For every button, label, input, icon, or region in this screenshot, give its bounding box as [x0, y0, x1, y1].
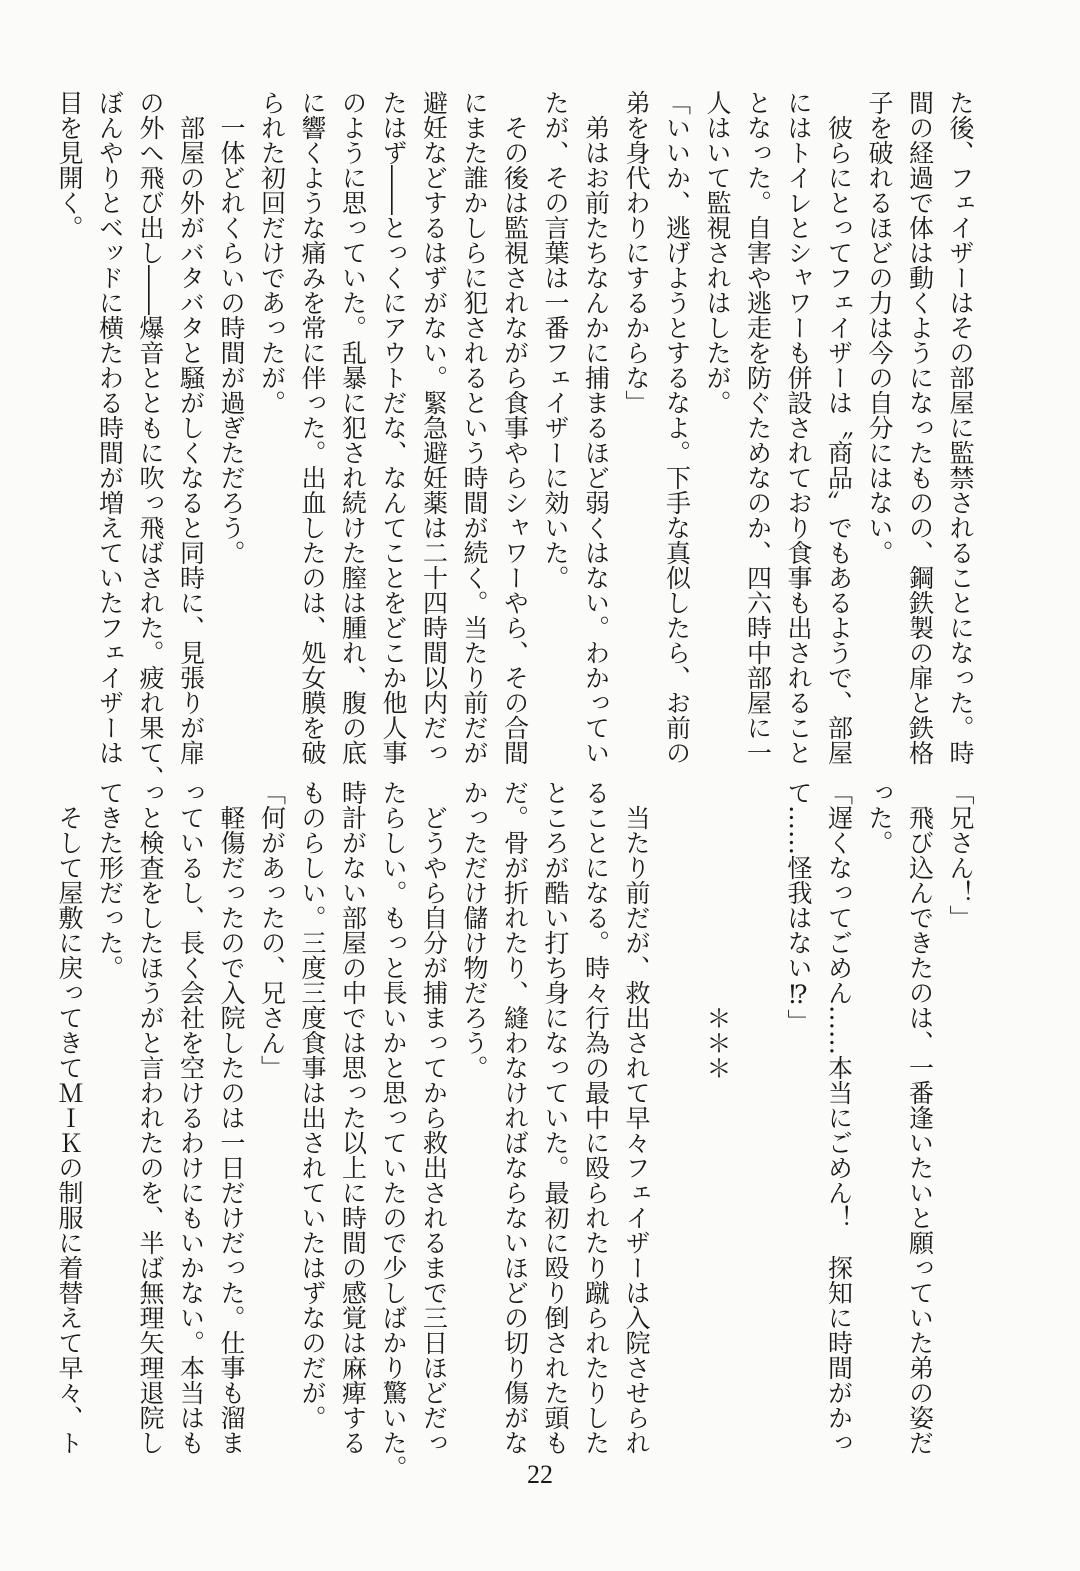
text-column: のように思っていた。乱暴に犯され続けた膣は腫れ、腹の底 — [338, 90, 368, 765]
text-column: て……怪我はない⁉」 — [784, 780, 813, 1034]
text-column: 弟はお前たちなんかに捕まるほど弱くはない。わかってい — [581, 90, 611, 765]
text-column: 避妊などするはずがない。緊急避妊薬は二十四時間以内だっ — [419, 90, 449, 765]
text-column: てきた形だった。 — [95, 780, 125, 980]
text-column: 間の経過で体は動くようになったものの、鋼鉄製の扉と鉄格 — [905, 90, 935, 765]
text-column: 子を破れるほどの力は今の自分にはない。 — [865, 90, 894, 565]
text-column: られた初回だけであったが。 — [257, 90, 287, 415]
text-column: 飛び込んできたのは、一番逢いたいと願っていた弟の姿だ — [905, 780, 935, 1455]
text-column: っと検査をしたほうがと言われたのを、半ば無理矢理退院し — [136, 780, 165, 1455]
text-column: たらしい。もっと長いかと思っていたので少しばかり驚いた。 — [379, 780, 408, 1480]
text-column: 当たり前だが、救出されて早々フェイザーは入院させられ — [622, 780, 651, 1455]
text-column: っているし、長く会社を空けるわけにもいかない。本当はも — [176, 780, 206, 1455]
text-column: 「兄さん！」 — [946, 780, 975, 930]
text-column: ぼんやりとベッドに横たわる時間が増えていたフェイザーは — [95, 90, 125, 765]
text-column: たはず――とっくにアウトだな、なんてことをどこか他人事 — [379, 90, 408, 765]
page-number: 22 — [527, 1460, 553, 1489]
text-column: ものらしい。三度三度食事は出されていたはずなのだが。 — [298, 780, 327, 1430]
text-column: た後、フェイザーはその部屋に監禁されることになった。時 — [946, 90, 975, 765]
text-column: ところが酷い打ち身になっていた。最初に殴り倒された頭も — [541, 780, 570, 1455]
text-column: 弟を身代わりにするからな」 — [622, 90, 651, 415]
upper-text-block — [55, 90, 980, 790]
text-column — [656, 780, 697, 1500]
text-column: にはトイレとシャワーも併設されており食事も出されること — [784, 90, 813, 765]
lower-text-block — [55, 780, 980, 1500]
text-column: 「遅くなってごめん……本当にごめん！ 探知に時間がかっ — [824, 780, 854, 1455]
text-column: ることになる。時々行為の最中に殴られたり蹴られたりした — [581, 780, 611, 1455]
text-column: となった。自害や逃走を防ぐためなのか、四六時中部屋に一 — [743, 90, 773, 765]
text-column: に響くような痛みを常に伴った。出血したのは、処女膜を破 — [298, 90, 327, 765]
text-column: その後は監視されながら食事やらシャワーやら、その合間 — [500, 90, 530, 765]
text-column: たが、その言葉は一番フェイザーに効いた。 — [541, 90, 570, 590]
text-column: そして屋敷に戻ってきてＭＩＫの制服に着替えて早々、ト — [55, 780, 84, 1455]
text-column: ＊＊＊ — [703, 780, 732, 1080]
text-column: 「何があったの、兄さん」 — [257, 780, 287, 1080]
text-column: 軽傷だったので入院したのは一日だけだった。仕事も溜ま — [217, 780, 246, 1455]
text-column: の外へ飛び出し――爆音とともに吹っ飛ばされた。疲れ果て、 — [136, 90, 165, 790]
text-column: 「いいか、逃げようとするなよ。下手な真似したら、お前の — [662, 90, 692, 765]
text-column: どうやら自分が捕まってから救出されるまで三日ほどだっ — [419, 780, 449, 1455]
text-column: 時計がない部屋の中では思った以上に時間の感覚は麻痺する — [338, 780, 368, 1455]
text-column: だ。骨が折れたり、縫わなければならないほどの切り傷がな — [500, 780, 530, 1455]
text-column: 人はいて監視されはしたが。 — [703, 90, 732, 415]
text-column: った。 — [865, 780, 894, 855]
text-column: かっただけ儲け物だろう。 — [460, 780, 489, 1080]
text-column: 目を見開く。 — [55, 90, 84, 240]
text-column: 彼らにとってフェイザーは〝商品〟でもあるようで、部屋 — [824, 90, 854, 765]
text-column: 一体どれくらいの時間が過ぎただろう。 — [217, 90, 246, 565]
text-column: にまた誰かしらに犯されるという時間が続く。当たり前だが — [460, 90, 489, 765]
text-column: 部屋の外がバタバタと騒がしくなると同時に、見張りが扉 — [176, 90, 206, 765]
text-column — [737, 780, 778, 1500]
